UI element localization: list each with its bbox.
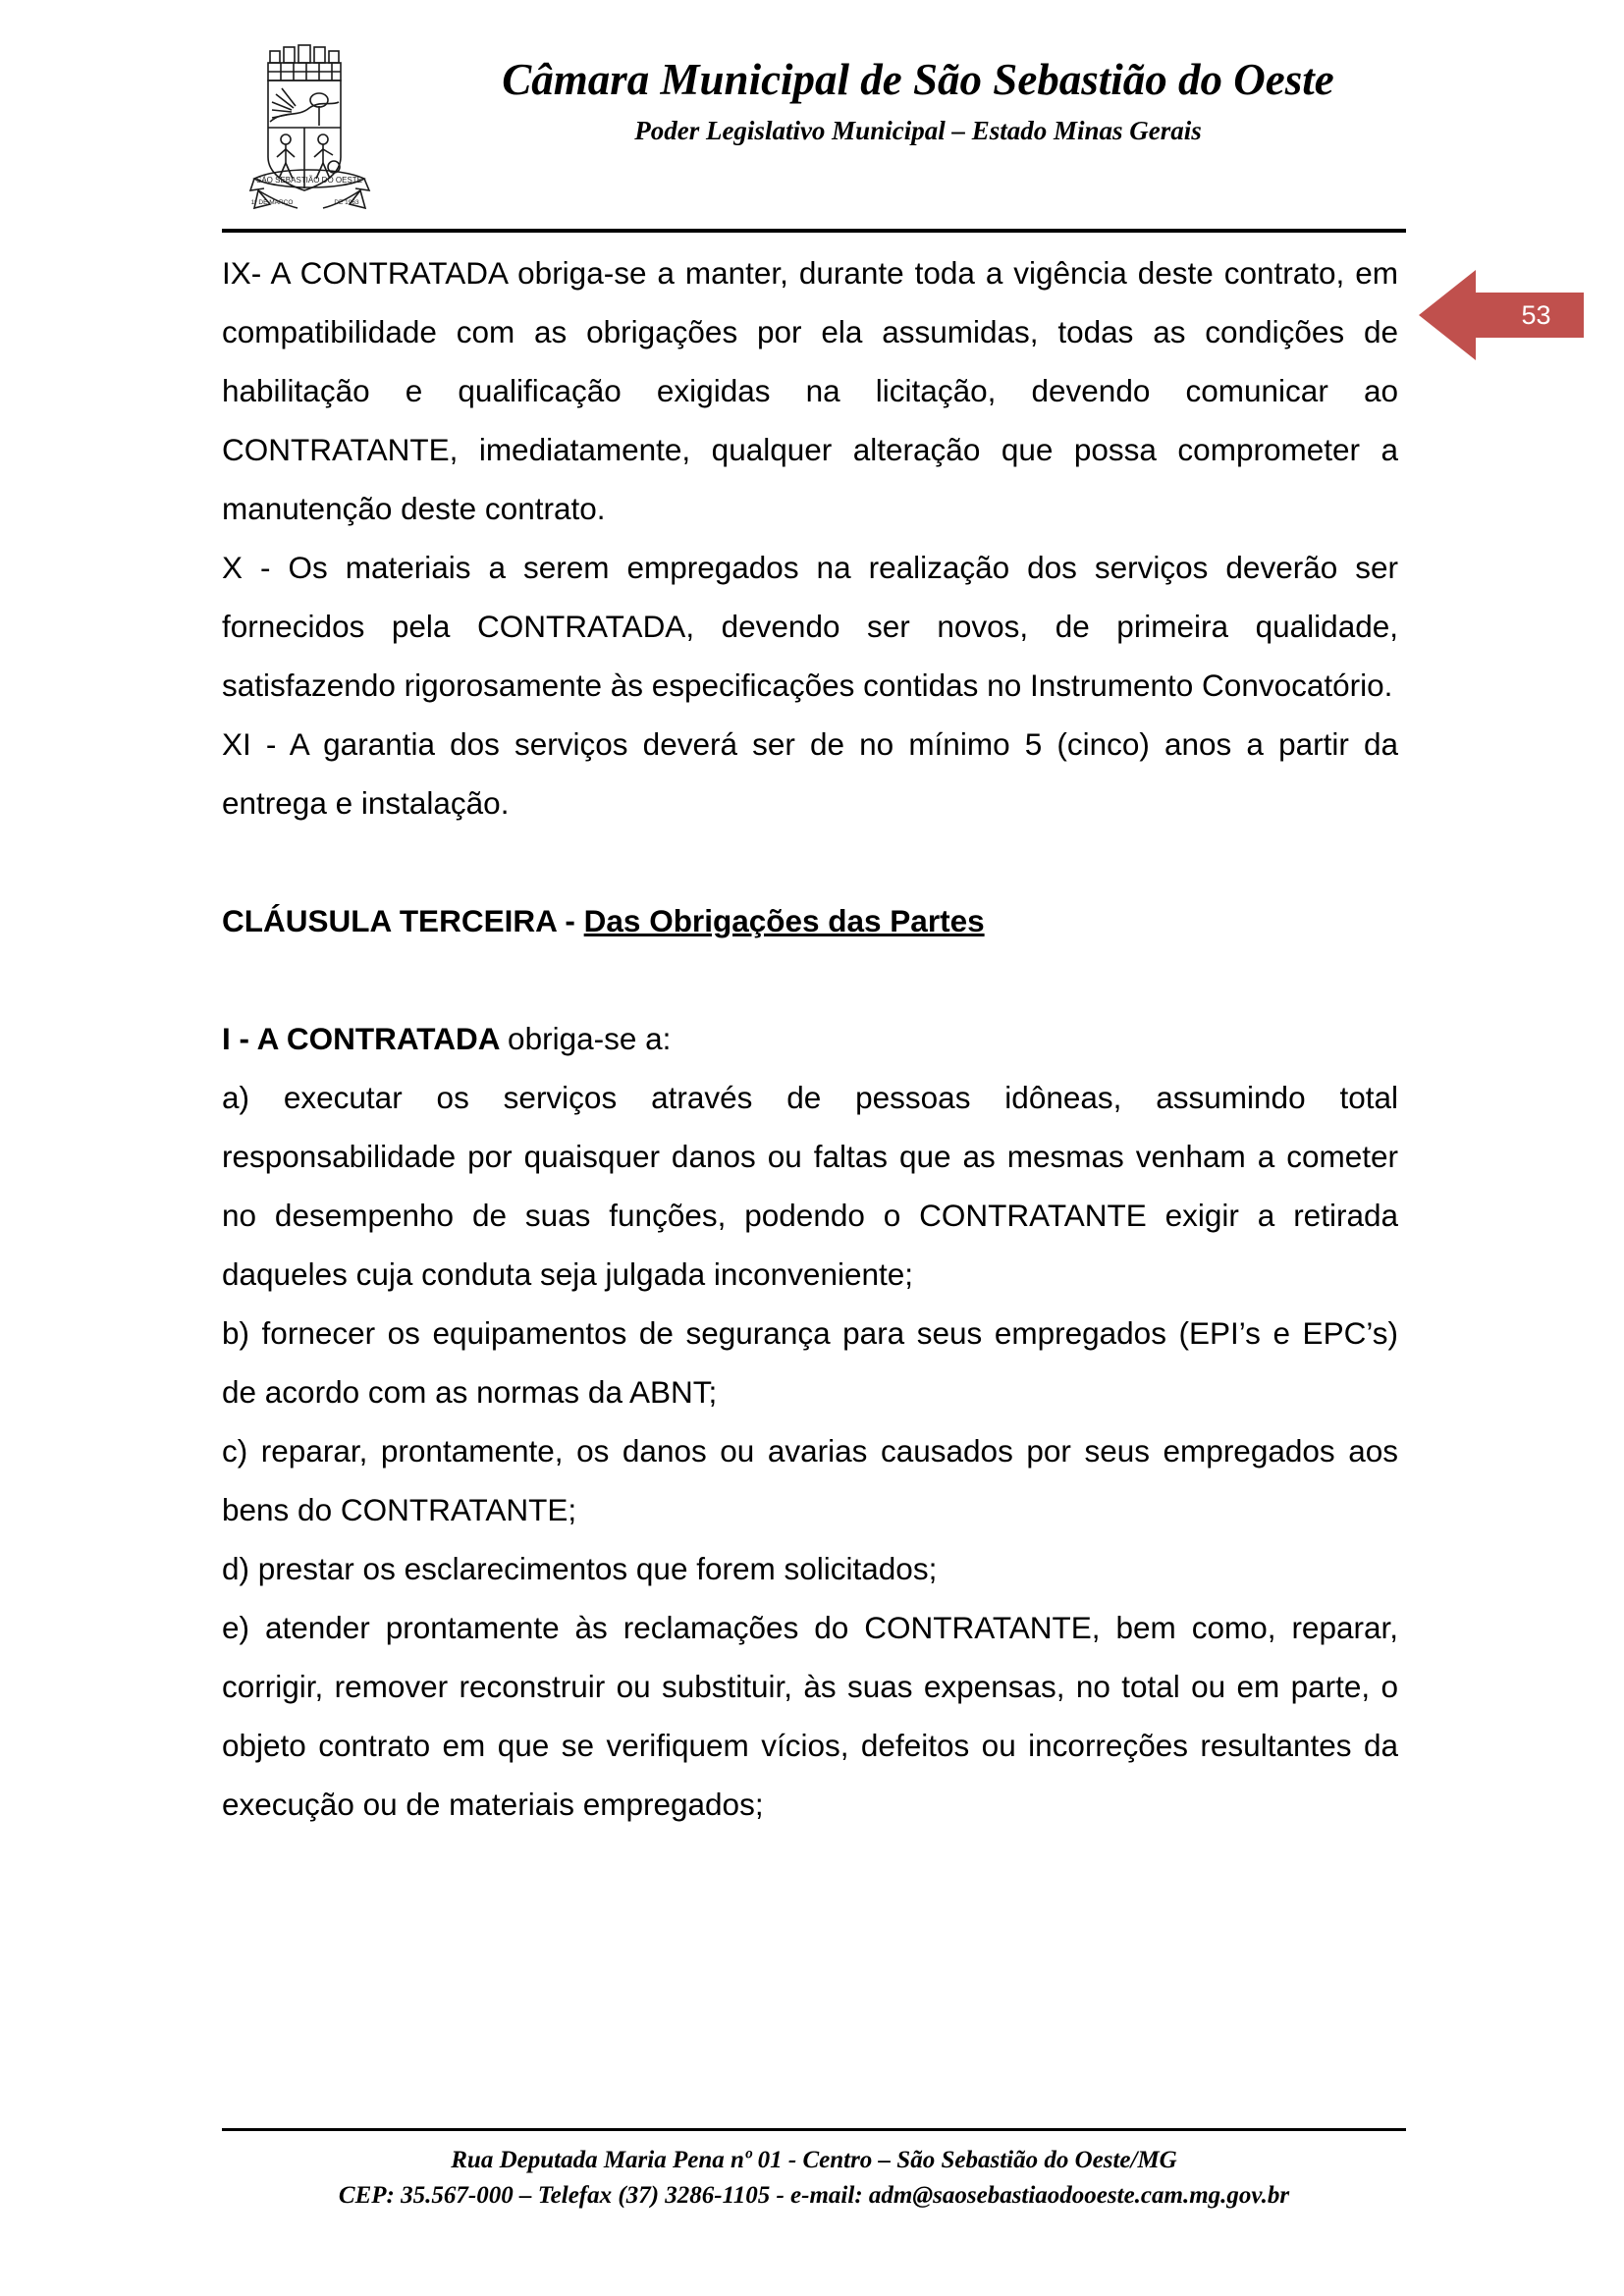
footer-contact-line: CEP: 35.567-000 – Telefax (37) 3286-1105 - e-mail: adm@saosebastiaodooeste.cam.mg.gov.br	[338, 2182, 1290, 2210]
footer-divider	[222, 2128, 1406, 2131]
page-number-label: 53	[1521, 299, 1551, 330]
page-number-marker	[1419, 260, 1610, 370]
organization-title: Câmara Municipal de São Sebastião do Oeste	[502, 55, 1334, 104]
subsection-lead-item-i	[222, 1009, 1398, 1068]
obligation-item-b: b) fornecer os equipamentos de segurança para seus empregados (EPI’s e EPC’s) de acordo com as normas da ABNT;	[222, 1315, 1398, 1410]
body-spacer-before-heading	[222, 832, 1398, 891]
crest-ribbon-right-label: DE 1963	[334, 199, 359, 206]
section-heading-clausula-terceira	[222, 891, 1398, 950]
subsection-lead-bold: I - A CONTRATADA	[222, 1021, 509, 1056]
coat-of-arms-icon	[248, 41, 374, 218]
crest-ribbon-main-label: SÃO SEBASTIÃO DO OESTE	[255, 176, 363, 185]
left-arrow-icon	[1419, 260, 1610, 370]
clause-ix-paragraph: IX- A CONTRATADA obriga-se a manter, durante toda a vigência deste contrato, em compatibilidade com as obrigações por ela assumidas, todas as condições de habilitação e qualificação exigidas na licitação, devendo comunicar ao CONTRATANTE, imediatamente, qualquer alteração que possa comprometer a manutenção deste contrato.	[222, 255, 1398, 526]
clause-x-paragraph: X - Os materiais a serem empregados na realização dos serviços deverão ser fornecidos pela CONTRATADA, devendo ser novos, de primeira qualidade, satisfazendo rigorosamente às especificações contidas no Instrumento Convocatório.	[222, 550, 1398, 703]
obligation-item-c: c) reparar, prontamente, os danos ou avarias causados por seus empregados aos bens do CONTRATANTE;	[222, 1433, 1398, 1527]
subsection-lead-rest: obriga-se a:	[508, 1021, 672, 1056]
document-footer	[222, 2128, 1406, 2215]
obligation-item-e: e) atender prontamente às reclamações do CONTRATANTE, bem como, reparar, corrigir, remover reconstruir ou substituir, às suas expensas, no total ou em parte, o objeto contrato em que se verifiquem vícios, defeitos ou incorreções resultantes da execução ou de materiais empregados;	[222, 1610, 1398, 1822]
footer-address-line: Rua Deputada Maria Pena nº 01 - Centro – São Sebastião do Oeste/MG	[451, 2147, 1177, 2173]
obligation-item-a: a) executar os serviços através de pessoas idôneas, assumindo total responsabilidade por quaisquer danos ou faltas que as mesmas venham a cometer no desempenho de suas funções, podendo o CONTRATANTE exigir a retirada daqueles cuja conduta seja julgada inconveniente;	[222, 1080, 1398, 1292]
clause-xi-paragraph: XI - A garantia dos serviços deverá ser de no mínimo 5 (cinco) anos a partir da entrega e instalação.	[222, 726, 1398, 821]
crest-ribbon-left-label: 1º DE MARÇO	[250, 199, 294, 206]
header-text-block	[432, 55, 1404, 148]
document-header	[0, 0, 1624, 234]
section-heading-prefix: CLÁUSULA TERCEIRA -	[222, 903, 584, 938]
organization-subtitle: Poder Legislativo Municipal – Estado Minas Gerais	[634, 115, 1202, 145]
section-heading-underlined: Das Obrigações das Partes	[583, 903, 985, 938]
body-spacer-after-heading	[222, 950, 1398, 1009]
header-divider	[222, 229, 1406, 233]
document-body	[222, 243, 1398, 1834]
obligation-item-d: d) prestar os esclarecimentos que forem solicitados;	[222, 1551, 938, 1586]
